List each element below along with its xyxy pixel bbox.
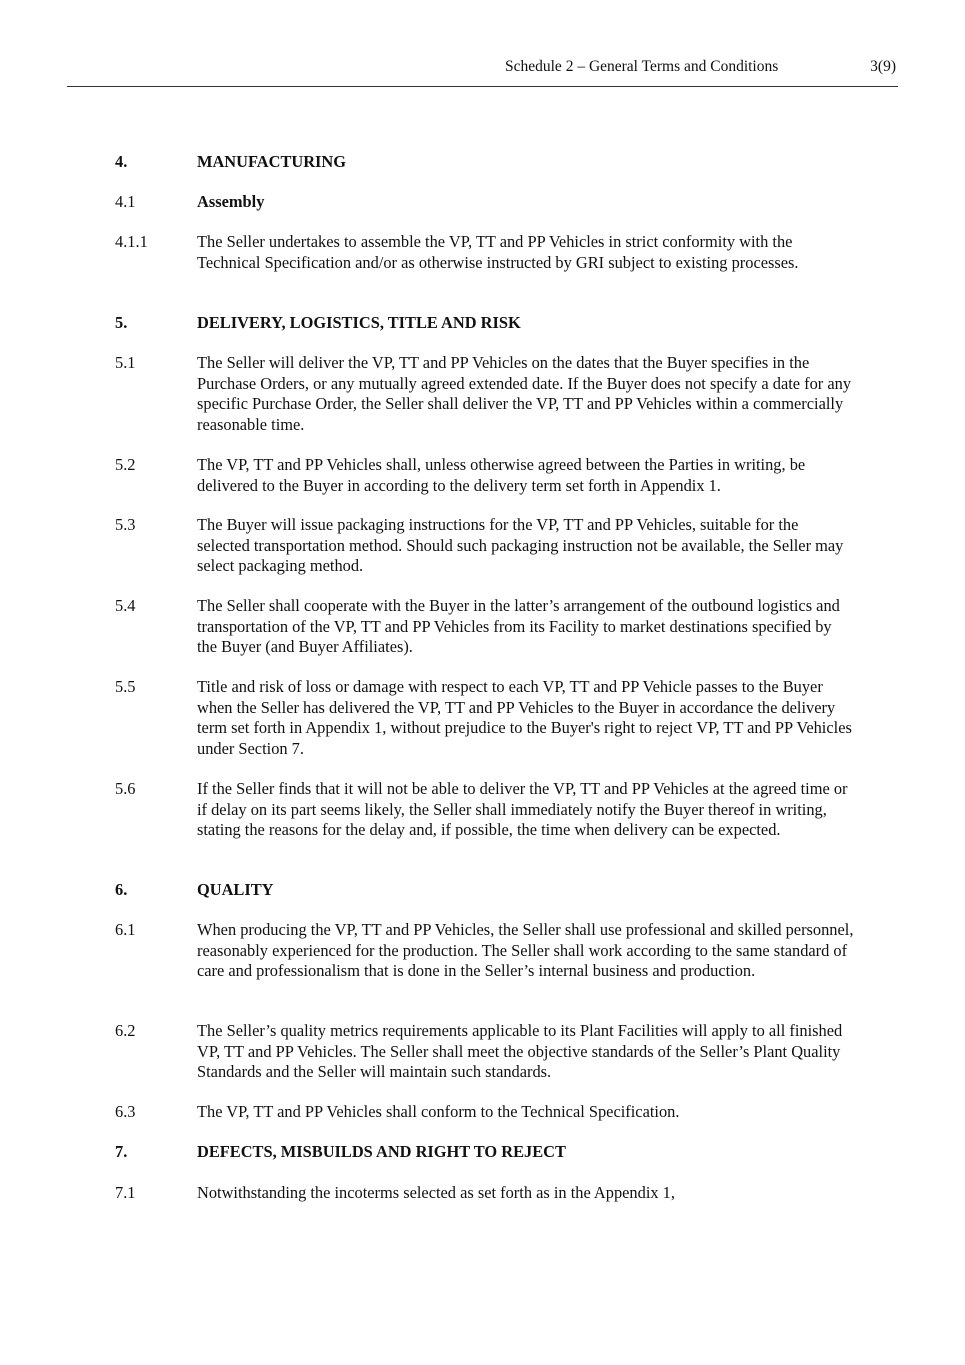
clause-number: 5.5 [115, 677, 136, 696]
clause-text: The Seller will deliver the VP, TT and PP Vehicles on the dates that the Buyer specifies in the Purchase Orders, or any mutually agreed extended date. If the Buyer does not specify a date for any specific Purchase Order, the Seller shall deliver the VP, TT and PP Vehicles within a commercially reasonable time. [197, 353, 852, 434]
clause-text: The VP, TT and PP Vehicles shall, unless otherwise agreed between the Parties in writing, be delivered to the Buyer in according to the delivery term set forth in Appendix 1. [197, 455, 806, 495]
clause [115, 596, 855, 658]
clause [115, 515, 855, 577]
section-title: DEFECTS, MISBUILDS AND RIGHT TO REJECT [197, 1142, 566, 1161]
section-heading [115, 880, 855, 901]
clause-number: 6.2 [115, 1021, 136, 1040]
section-number: 6. [115, 880, 128, 899]
clause-text: Notwithstanding the incoterms selected as set forth as in the Appendix 1, [197, 1183, 675, 1202]
clause [115, 920, 855, 982]
subsection-heading [115, 192, 855, 213]
section-title: QUALITY [197, 880, 274, 899]
section-number: 7. [115, 1142, 128, 1161]
clause [115, 677, 855, 759]
clause-number: 5.3 [115, 515, 136, 534]
page-number: 3(9) [870, 58, 896, 75]
clause-text: The Buyer will issue packaging instructions for the VP, TT and PP Vehicles, suitable for the selected transportation method. Should such packaging instruction not be available, the Seller may select packaging method. [197, 515, 844, 576]
clause-number: 4.1.1 [115, 232, 148, 251]
clause-text: The Seller’s quality metrics requirements applicable to its Plant Facilities will apply to all finished VP, TT and PP Vehicles. The Seller shall meet the objective standards of the Seller’s Plant Quality Standards and the Seller will maintain such standards. [197, 1021, 843, 1082]
header-title: Schedule 2 – General Terms and Conditions [505, 58, 779, 75]
clause-number: 6.3 [115, 1102, 136, 1121]
section-heading [115, 152, 855, 173]
section-number: 4. [115, 152, 128, 171]
clause-number: 6.1 [115, 920, 136, 939]
section-heading [115, 1142, 855, 1163]
clause-number: 5.2 [115, 455, 136, 474]
section-number: 5. [115, 313, 128, 332]
clause [115, 455, 855, 496]
clause-number: 4.1 [115, 192, 136, 211]
section-title: DELIVERY, LOGISTICS, TITLE AND RISK [197, 313, 521, 332]
clause-text: The VP, TT and PP Vehicles shall conform to the Technical Specification. [197, 1102, 680, 1121]
clause [115, 1183, 855, 1204]
clause [115, 232, 855, 273]
clause-number: 7.1 [115, 1183, 136, 1202]
page-header [67, 58, 898, 87]
subsection-title: Assembly [197, 192, 265, 211]
clause [115, 353, 855, 435]
clause-text: The Seller undertakes to assemble the VP, TT and PP Vehicles in strict conformity with the Technical Specification and/or as otherwise instructed by GRI subject to existing processes. [197, 232, 799, 272]
section-title: MANUFACTURING [197, 152, 347, 171]
clause-number: 5.4 [115, 596, 136, 615]
clause [115, 1102, 855, 1123]
clause [115, 779, 855, 841]
clause-text: When producing the VP, TT and PP Vehicles, the Seller shall use professional and skilled personnel, reasonably experienced for the production. The Seller shall work according to the same standard of care and professionalism that is done in the Seller’s internal business and production. [197, 920, 854, 981]
clause-text: If the Seller finds that it will not be able to deliver the VP, TT and PP Vehicles at the agreed time or if delay on its part seems likely, the Seller shall immediately notify the Buyer thereof in writing, stating the reasons for the delay and, if possible, the time when delivery can be expected. [197, 779, 848, 840]
clause-text: The Seller shall cooperate with the Buyer in the latter’s arrangement of the outbound logistics and transportation of the VP, TT and PP Vehicles from its Facility to market destinations specified by the Buyer (and Buyer Affiliates). [197, 596, 840, 657]
clause-text: Title and risk of loss or damage with respect to each VP, TT and PP Vehicle passes to the Buyer when the Seller has delivered the VP, TT and PP Vehicles to the Buyer in accordance the delivery term set forth in Appendix 1, without prejudice to the Buyer's right to reject VP, TT and PP Vehicles under Section 7. [197, 677, 852, 758]
clause-number: 5.6 [115, 779, 136, 798]
clause [115, 1021, 855, 1083]
section-heading [115, 313, 855, 334]
clause-number: 5.1 [115, 353, 136, 372]
